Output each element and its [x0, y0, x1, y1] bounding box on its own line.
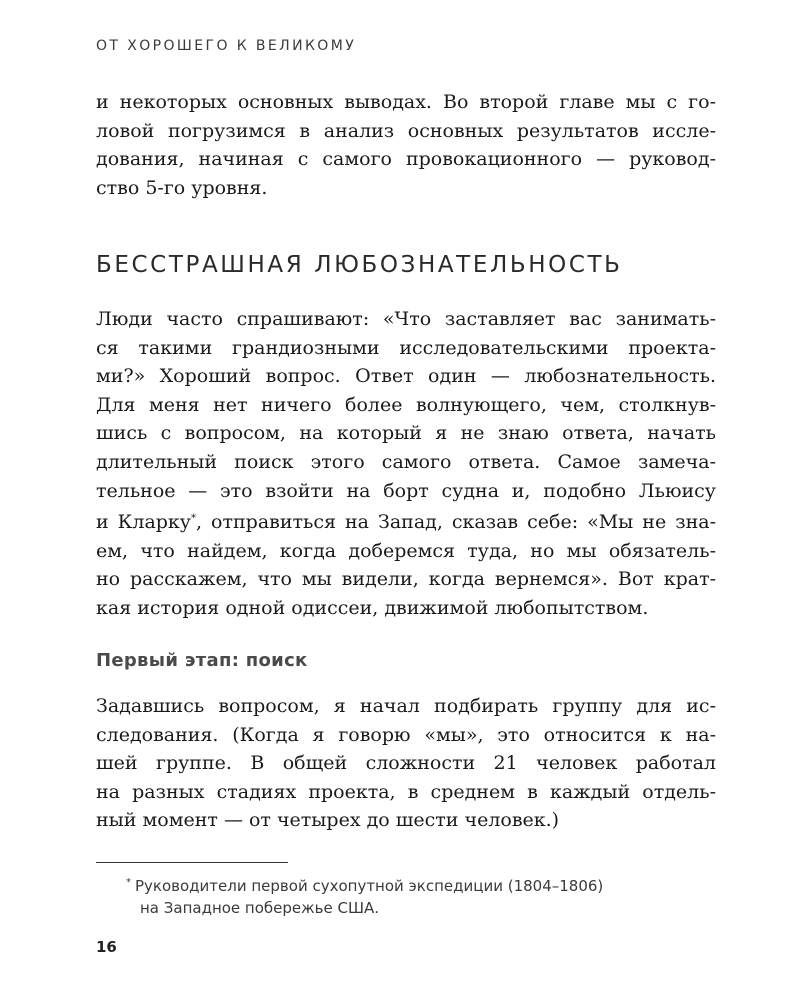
- paragraph-intro: [96, 88, 716, 202]
- footnote-marker: *: [126, 877, 131, 888]
- text-line: Задавшись вопросом, я начал подбирать группу для ис-: [96, 695, 716, 717]
- text-line: ный момент — от четырех до шести человек.): [96, 809, 560, 832]
- text-line: Люди часто спрашивают: «Что заставляет вас занимать-: [96, 308, 716, 330]
- book-page: [96, 0, 716, 1000]
- text-fragment: и Кларку: [96, 511, 191, 534]
- footnote: [126, 872, 686, 919]
- text-line: но расскажем, что мы видели, когда вернемся». Вот крат-: [96, 568, 716, 591]
- text-line: и некоторых основных выводах. Во второй главе мы с го-: [96, 91, 716, 113]
- text-line: дования, начиная с самого провокационного — руковод-: [96, 148, 716, 171]
- footnote-reference: *: [191, 513, 196, 525]
- text-fragment: , отправиться на Запад, сказав себе: «Мы не зна-: [196, 511, 716, 534]
- text-line: длительный поиск этого самого ответа. Самое замеча-: [96, 450, 716, 473]
- subsection-title: Первый этап: поиск: [96, 650, 308, 671]
- page-number: 16: [96, 938, 117, 956]
- text-line: ся такими грандиозными исследовательскими проекта-: [96, 336, 716, 359]
- text-line: ловой погрузимся в анализ основных результатов иссле-: [96, 119, 716, 142]
- text-line-with-footnote: [96, 505, 716, 537]
- paragraph-curiosity: [96, 305, 716, 623]
- text-line: Для меня нет ничего более волнующего, чем, столкнув-: [96, 393, 716, 416]
- running-head: ОТ ХОРОШЕГО К ВЕЛИКОМУ: [96, 38, 357, 54]
- text-line: ем, что найдем, когда доберемся туда, но мы обязатель-: [96, 539, 716, 562]
- text-line: следования. (Когда я говорю «мы», это относится к на-: [96, 723, 716, 746]
- text-line: шей группе. В общей сложности 21 человек работал: [96, 752, 716, 775]
- text-line: тельное — это взойти на борт судна и, подобно Льюису: [96, 479, 716, 502]
- footnote-divider: [96, 862, 288, 863]
- text-line: ство 5-го уровня.: [96, 176, 268, 199]
- footnote-line: на Западное побережье США.: [140, 899, 380, 917]
- footnote-text: Руководители первой сухопутной экспедиции (1804–1806): [135, 877, 604, 895]
- text-line: кая история одной одиссеи, движимой любопытством.: [96, 596, 649, 619]
- footnote-line: [126, 872, 686, 897]
- text-line: шись с вопросом, на который я не знаю ответа, начать: [96, 422, 716, 445]
- paragraph-search: [96, 692, 716, 835]
- section-title: БЕССТРАШНАЯ ЛЮБОЗНАТЕЛЬНОСТЬ: [96, 252, 623, 278]
- text-line: на разных стадиях проекта, в среднем в каждый отдель-: [96, 780, 716, 803]
- text-line: ми?» Хороший вопрос. Ответ один — любознательность.: [96, 365, 716, 388]
